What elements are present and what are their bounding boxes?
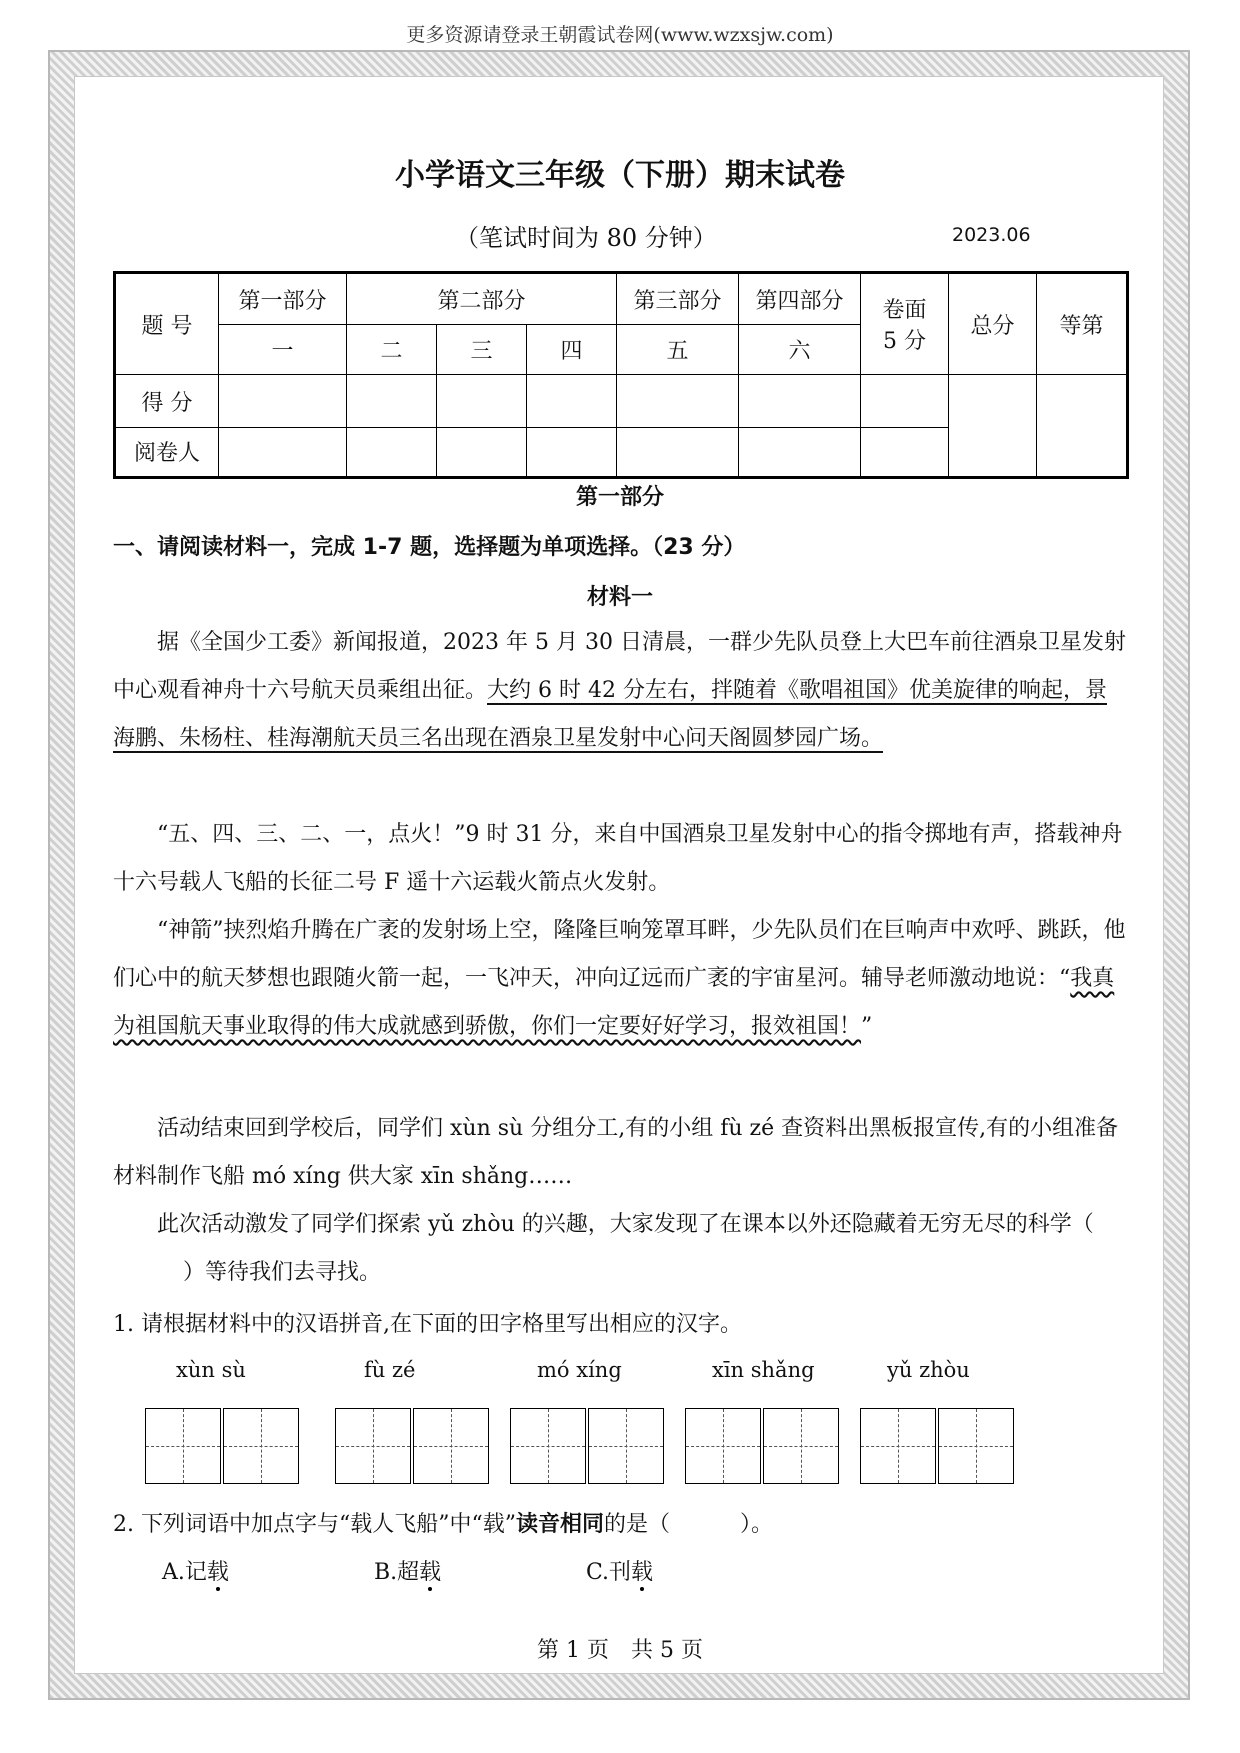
underlined-sentence: 大约 6 时 42 分左右，拌随着《歌唱祖国》优美旋律的响起，景海鹏、朱杨柱、桂海潮航天员三名出现在酒泉卫星发射中心问天阁圆梦园广场。 (113, 678, 1107, 751)
score-cell (527, 375, 617, 427)
header-part4: 第四部分 (739, 273, 861, 325)
header-part2: 第二部分 (347, 273, 617, 325)
option-c[interactable]: C.刊载 (586, 1560, 654, 1585)
header-total: 总分 (949, 273, 1037, 375)
pinyin-label-xunsu: xùn sù (176, 1358, 246, 1382)
score-cell (861, 375, 949, 427)
pinyin-fuze: fù zé (720, 1116, 775, 1141)
pinyin-label-fuze: fù zé (364, 1358, 416, 1382)
score-table (113, 271, 1129, 479)
tianzi-box[interactable] (588, 1408, 664, 1484)
pinyin-yuzhou: yǔ zhòu (428, 1212, 515, 1237)
tianzi-box[interactable] (938, 1408, 1014, 1484)
pinyin-label-moxing: mó xíng (537, 1358, 622, 1382)
header-grade: 等第 (1037, 273, 1128, 375)
header-q4: 四 (527, 325, 617, 375)
exam-duration: （笔试时间为 80 分钟） (455, 224, 717, 252)
header-q1: 一 (219, 325, 347, 375)
paragraph-5: 此次活动激发了同学们探索 yǔ zhòu 的兴趣，大家发现了在课本以外还隐藏着无穷无尽的科学（）等待我们去寻找。 (157, 1212, 1094, 1285)
paragraph-4: 活动结束回到学校后，同学们 xùn sù 分组分工,有的小组 fù zé 查资料出黑板报宣传,有的小组准备材料制作飞船 mó xíng 供大家 xīn shǎng…… (113, 1116, 1119, 1189)
option-a[interactable]: A.记载 (162, 1560, 229, 1585)
tianzi-box[interactable] (860, 1408, 936, 1484)
pinyin-label-xinshang: xīn shǎng (712, 1358, 815, 1382)
header-q6: 六 (739, 325, 861, 375)
page-footer: 第 1 页 共 5 页 (537, 1638, 703, 1663)
reviewer-cell (219, 427, 347, 477)
row-label-reviewer: 阅卷人 (115, 427, 219, 477)
tianzi-box[interactable] (685, 1408, 761, 1484)
reviewer-cell (739, 427, 861, 477)
tianzi-box[interactable] (223, 1408, 299, 1484)
paragraph-1: 据《全国少工委》新闻报道，2023 年 5 月 30 日清晨，一群少先队员登上大巴车前往酒泉卫星发射中心观看神舟十六号航天员乘组出征。大约 6 时 42 分左右，拌随着《歌唱祖国》优美旋律的响起，景海鹏、朱杨柱、桂海潮航天员三名出现在酒泉卫星发射中心问天阁圆梦园广场。 (113, 630, 1126, 751)
pinyin-label-yuzhou: yǔ zhòu (887, 1358, 970, 1382)
question-2: 2. 下列词语中加点字与“载人飞船”中“载”读音相同的是（ ）。 (113, 1512, 774, 1537)
section-part1-title: 第一部分 (575, 485, 664, 510)
reviewer-cell (861, 427, 949, 477)
tianzi-box[interactable] (510, 1408, 586, 1484)
watermark: 更多资源请登录王朝霞试卷网(www.wzxsjw.com) (406, 24, 834, 46)
reviewer-cell (437, 427, 527, 477)
paragraph-3: “神箭”挟烈焰升腾在广袤的发射场上空，隆隆巨响笼罩耳畔，少先队员们在巨响声中欢呼、跳跃，他们心中的航天梦想也跟随火箭一起，一飞冲天，冲向辽远而广袤的宇宙星河。辅导老师激动地说：“我真为祖国航天事业取得的伟大成就感到骄傲，你们一定要好好学习，报效祖国！” (113, 918, 1126, 1039)
question-heading: 一、请阅读材料一，完成 1-7 题，选择题为单项选择。（23 分） (113, 535, 746, 560)
score-cell (219, 375, 347, 427)
header-juanmian: 卷面 5 分 (861, 273, 949, 375)
score-cell (347, 375, 437, 427)
tianzi-box[interactable] (763, 1408, 839, 1484)
score-cell (617, 375, 739, 427)
paragraph-2: “五、四、三、二、一，点火！”9 时 31 分，来自中国酒泉卫星发射中心的指令掷地有声，搭载神舟十六号载人飞船的长征二号 F 遥十六运载火箭点火发射。 (113, 822, 1123, 895)
pinyin-moxing: mó xíng (252, 1164, 341, 1189)
wavy-underlined-quote: 我真为祖国航天事业取得的伟大成就感到骄傲，你们一定要好好学习，报效祖国！ (113, 966, 1115, 1039)
option-b[interactable]: B.超载 (374, 1560, 442, 1585)
material-title: 材料一 (586, 585, 653, 610)
tianzi-box[interactable] (413, 1408, 489, 1484)
header-q3: 三 (437, 325, 527, 375)
header-part3: 第三部分 (617, 273, 739, 325)
reviewer-cell (347, 427, 437, 477)
score-cell (739, 375, 861, 427)
reviewer-cell (527, 427, 617, 477)
pinyin-xinshang: xīn shǎng (420, 1164, 529, 1189)
header-q5: 五 (617, 325, 739, 375)
exam-date: 2023.06 (952, 224, 1031, 246)
tianzi-box[interactable] (145, 1408, 221, 1484)
pinyin-xunsu: xùn sù (450, 1116, 524, 1141)
tianzi-box[interactable] (335, 1408, 411, 1484)
header-tihao: 题 号 (115, 273, 219, 375)
row-label-score: 得 分 (115, 375, 219, 427)
score-cell (437, 375, 527, 427)
header-q2: 二 (347, 325, 437, 375)
page-title: 小学语文三年级（下册）期末试卷 (395, 158, 845, 193)
header-part1: 第一部分 (219, 273, 347, 325)
grade-cell (1037, 375, 1128, 478)
reviewer-cell (617, 427, 739, 477)
total-cell (949, 375, 1037, 478)
question-1: 1. 请根据材料中的汉语拼音,在下面的田字格里写出相应的汉字。 (113, 1312, 742, 1337)
